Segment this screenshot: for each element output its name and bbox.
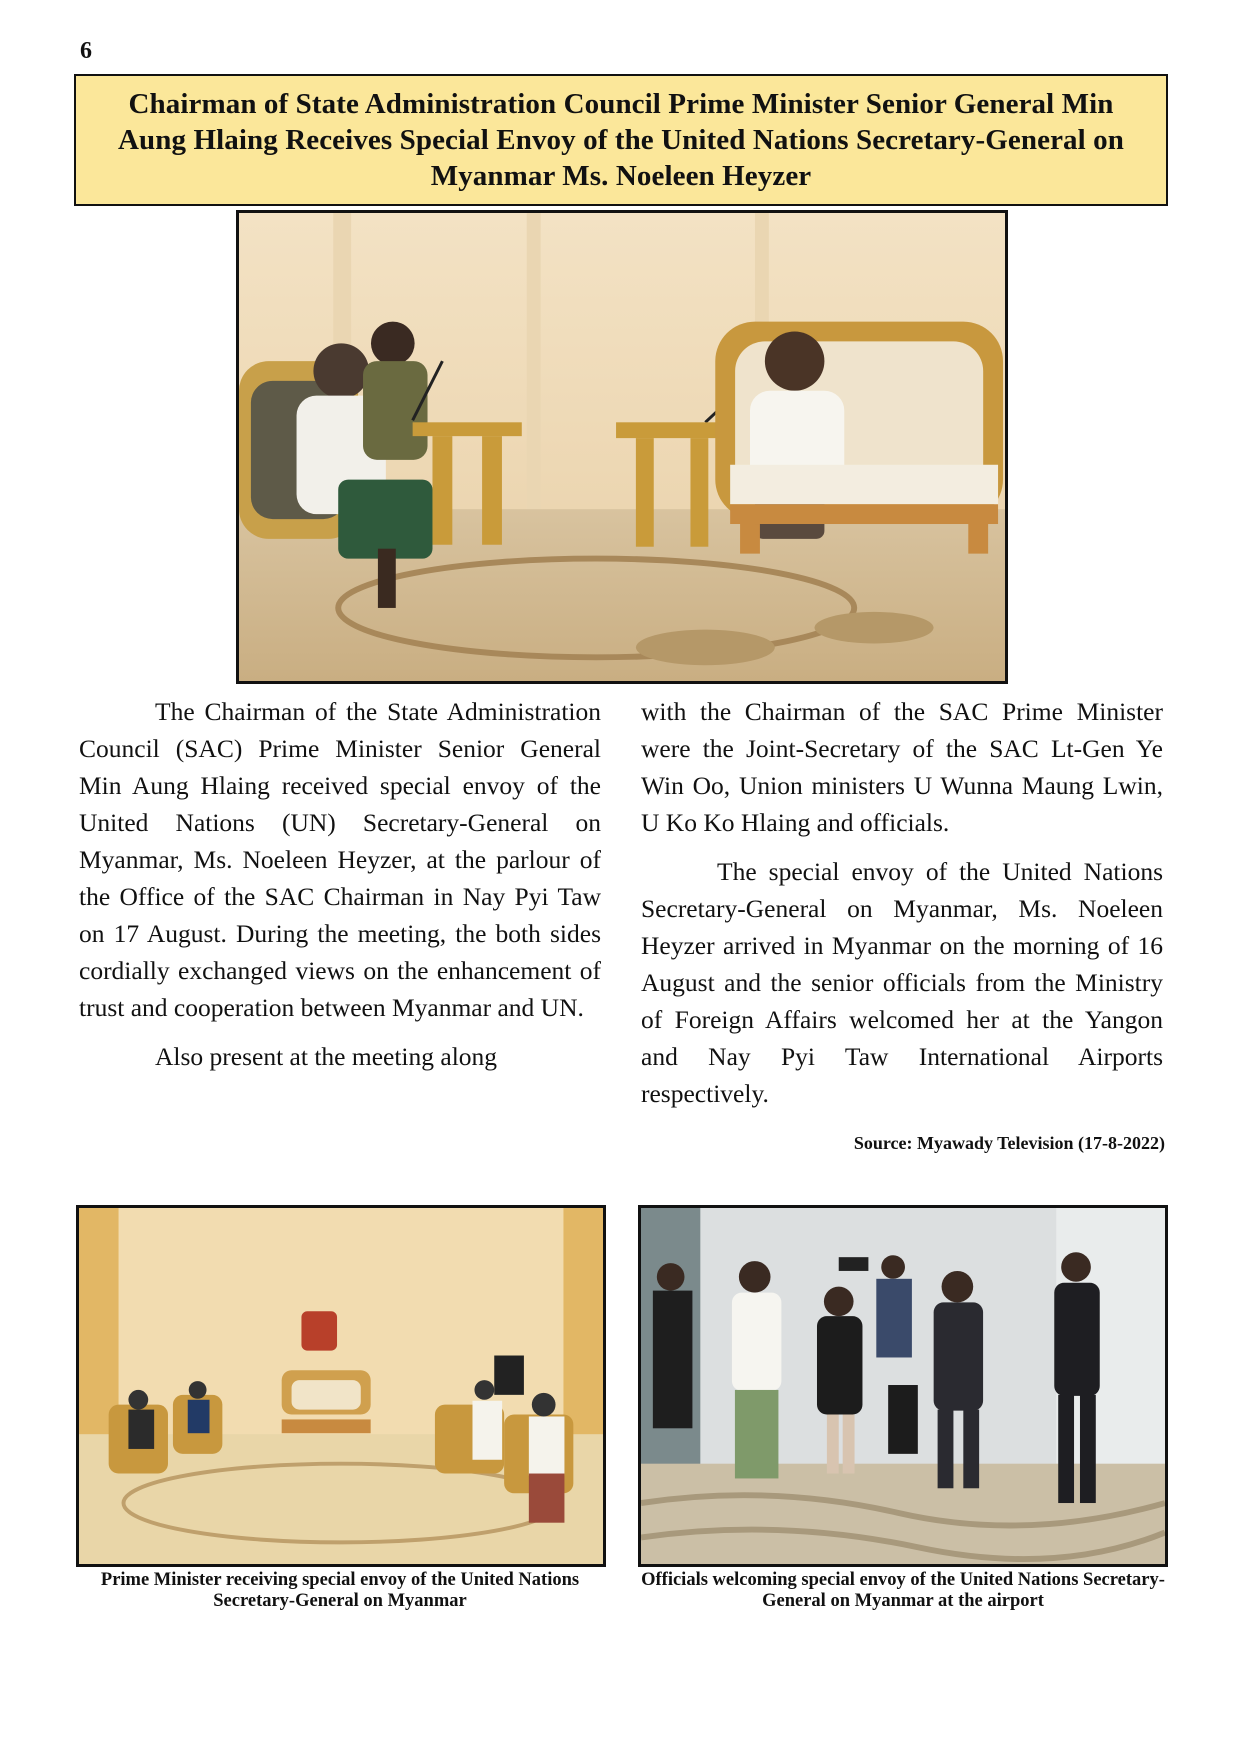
headline-box (74, 74, 1168, 206)
article-paragraph: The special envoy of the United Nations Secretary-General on Myanmar, Ms. Noeleen Heyzer arrived in Myanmar on the morning of 16 August and the senior officials from the Ministry of Foreign Affairs welcomed her at the Yangon and Nay Pyi Taw International Airports respectively. (641, 857, 1163, 1108)
article-paragraph: Also present at the meeting along (155, 1042, 498, 1071)
meeting-photo-image (239, 213, 1005, 681)
hall-photo (76, 1205, 606, 1567)
hall-photo-image (79, 1208, 603, 1564)
airport-photo-image (641, 1208, 1165, 1564)
article-paragraph: with the Chairman of the SAC Prime Minister were the Joint-Secretary of the SAC Lt-Gen Ye Win Oo, Union ministers U Wunna Maung Lwin, U Ko Ko Hlaing and officials. (641, 697, 1163, 837)
meeting-photo (236, 210, 1008, 684)
caption-left: Prime Minister receiving special envoy of the United Nations Secretary-General on Myanmar (100, 1570, 580, 1611)
article-right-column (641, 693, 1163, 1124)
source-credit: Source: Myawady Television (17-8-2022) (853, 1133, 1165, 1153)
headline: Chairman of State Administration Council Prime Minister Senior General Min Aung Hlaing Receives Special Envoy of the United Nations Secretary-General on Myanmar Ms. Noeleen Heyzer (118, 88, 1124, 192)
page-number: 6 (80, 38, 92, 64)
article-paragraph: The Chairman of the State Administration Council (SAC) Prime Minister Senior General Min Aung Hlaing received special envoy of the United Nations (UN) Secretary-General on Myanmar, Ms. Noeleen Heyzer, at the parlour of the Office of the SAC Chairman in Nay Pyi Taw on 17 August. During the meeting, the both sides cordially exchanged views on the enhancement of trust and cooperation between Myanmar and UN. (79, 697, 601, 1022)
caption-right: Officials welcoming special envoy of the United Nations Secretary-General on Myanmar at the airport (641, 1570, 1165, 1611)
article-left-column (79, 693, 601, 1087)
airport-photo (638, 1205, 1168, 1567)
